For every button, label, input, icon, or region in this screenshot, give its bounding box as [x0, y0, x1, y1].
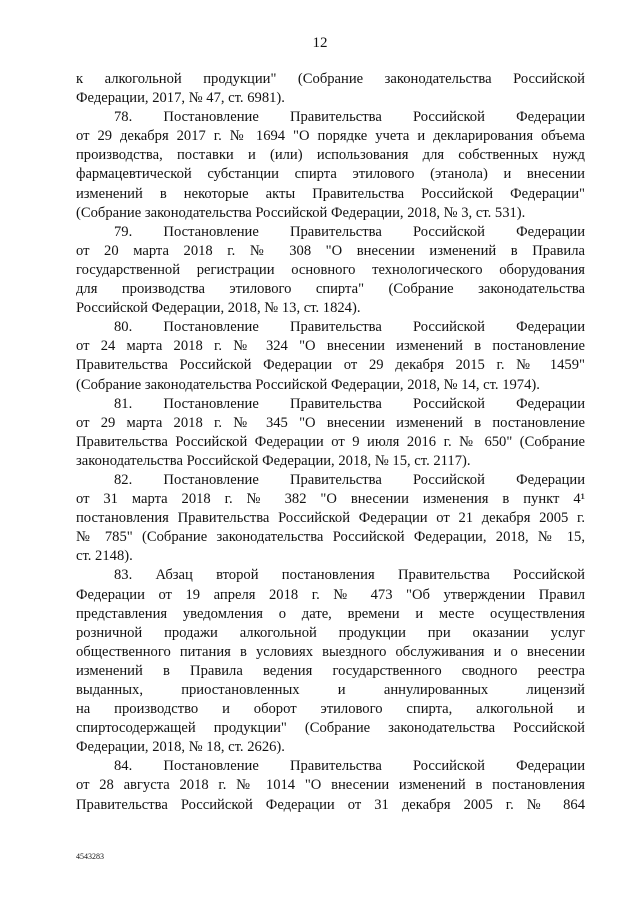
text-line: (Собрание законодательства Российской Федерации, 2018, № 14, ст. 1974). — [76, 376, 540, 393]
text-line: 84. Постановление Правительства Российской Федерации — [114, 758, 585, 775]
text-line: законодательства Российской Федерации, 2018, № 15, ст. 2117). — [76, 452, 471, 469]
text-line: 81. Постановление Правительства Российской Федерации — [114, 395, 585, 412]
text-line: от 28 августа 2018 г. № 1014 "О внесении изменений в постановления — [76, 777, 585, 794]
text-line: Федерации от 19 апреля 2018 г. № 473 "Об утверждении Правил — [76, 586, 585, 603]
text-line: выданных, приостановленных и аннулированных лицензий — [76, 682, 585, 698]
text-line: Федерации, 2017, № 47, ст. 6981). — [76, 90, 285, 107]
page-number: 12 — [312, 35, 328, 51]
text-line: постановления Правительства Российской Федерации от 21 декабря 2005 г. — [76, 510, 585, 527]
text-line: 79. Постановление Правительства Российской Федерации — [114, 223, 585, 240]
text-line: производства, поставки и (или) использования для собственных нужд — [76, 147, 585, 164]
text-line: Правительства Российской Федерации от 31 декабря 2005 г. № 864 — [76, 796, 585, 813]
text-line: на производство и оборот этилового спирта, алкогольной и — [76, 701, 585, 718]
text-line: Российской Федерации, 2018, № 13, ст. 1824). — [76, 300, 361, 317]
text-line: фармацевтической субстанции спирта этилового (этанола) и внесении — [76, 166, 585, 183]
text-line: изменений в Правила ведения государственного сводного реестра — [76, 662, 585, 679]
text-line: № 785" (Собрание законодательства Российской Федерации, 2018, № 15, — [76, 529, 585, 546]
text-line: Правительства Российской Федерации от 9 июля 2016 г. № 650" (Собрание — [76, 433, 585, 450]
text-line: спиртосодержащей продукции" (Собрание законодательства Российской — [76, 720, 585, 737]
text-line: 83. Абзац второй постановления Правительства Российской — [114, 567, 585, 584]
text-line: для производства этилового спирта" (Собрание законодательства — [76, 281, 585, 298]
text-line: от 31 марта 2018 г. № 382 "О внесении изменения в пункт 4¹ — [76, 491, 585, 508]
text-line: представления уведомления о дате, времени и месте осуществления — [76, 605, 585, 622]
text-line: (Собрание законодательства Российской Федерации, 2018, № 3, ст. 531). — [76, 204, 526, 221]
text-line: к алкогольной продукции" (Собрание законодательства Российской — [76, 71, 585, 87]
text-line: 82. Постановление Правительства Российской Федерации — [114, 471, 585, 488]
text-line: от 20 марта 2018 г. № 308 "О внесении изменений в Правила — [76, 242, 585, 259]
text-line: 80. Постановление Правительства Российской Федерации — [114, 319, 585, 336]
text-line: 78. Постановление Правительства Российской Федерации — [114, 109, 585, 126]
text-line: изменений в некоторые акты Правительства Российской Федерации" — [76, 185, 585, 202]
text-line: от 29 декабря 2017 г. № 1694 "О порядке учета и декларирования объема — [76, 128, 585, 145]
text-line: Федерации, 2018, № 18, ст. 2626). — [76, 739, 285, 756]
document-body — [76, 70, 585, 815]
text-line: Правительства Российской Федерации от 29 декабря 2015 г. № 1459" — [76, 357, 585, 374]
document-code: 4543283 — [76, 852, 104, 861]
text-line: ст. 2148). — [76, 548, 133, 565]
text-line: от 29 марта 2018 г. № 345 "О внесении изменений в постановление — [76, 414, 585, 431]
text-line: государственной регистрации основного технологического оборудования — [76, 261, 585, 278]
text-line: от 24 марта 2018 г. № 324 "О внесении изменений в постановление — [76, 338, 585, 355]
text-line: общественного питания в условиях выездного обслуживания и о внесении — [76, 643, 585, 660]
text-line: розничной продажи алкогольной продукции при оказании услуг — [76, 624, 585, 641]
